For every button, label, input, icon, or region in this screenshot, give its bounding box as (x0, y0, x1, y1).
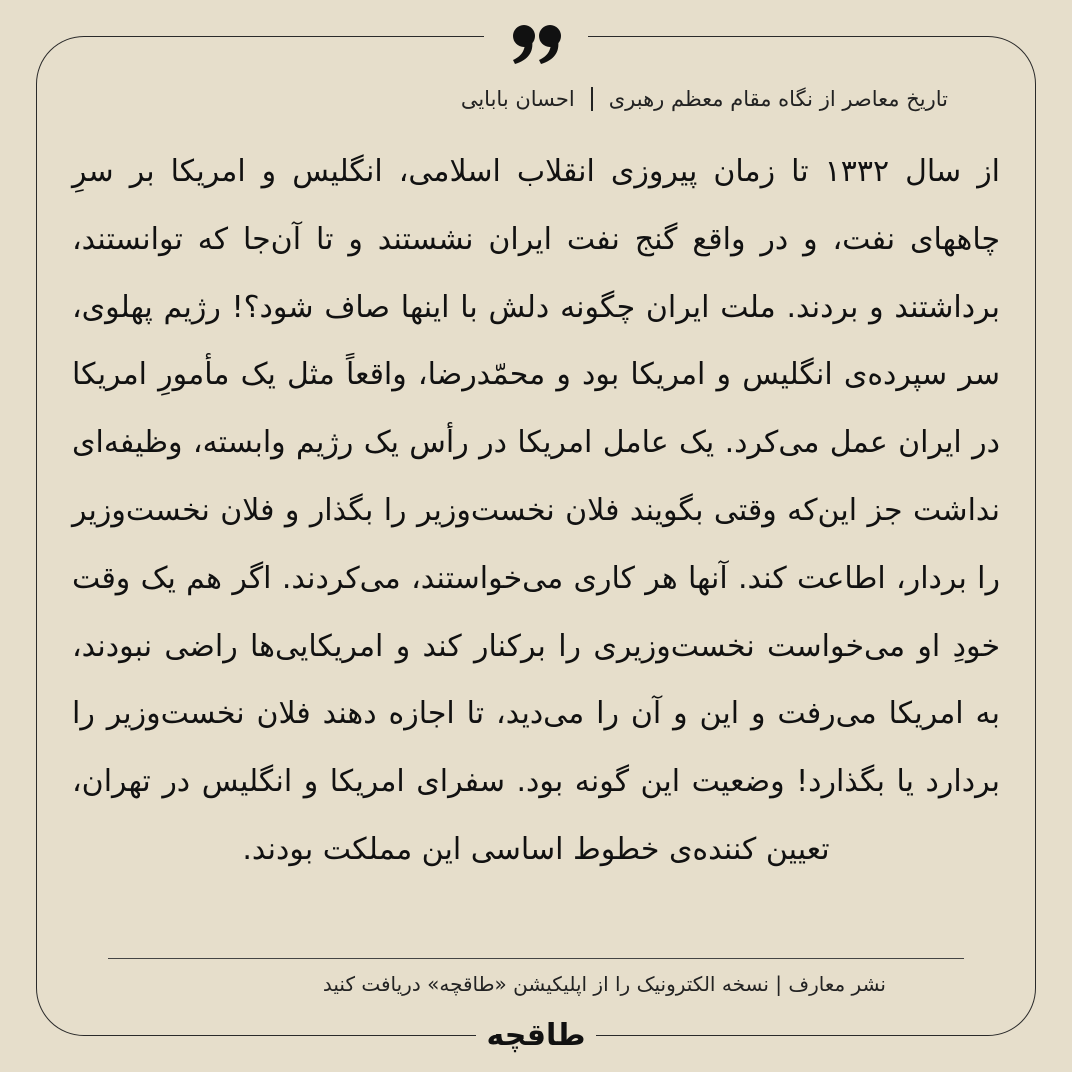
taaghche-logo-mark (478, 1017, 594, 1055)
header-line (461, 82, 948, 116)
logo-text: طاقچه (486, 1018, 586, 1053)
book-title: تاریخ معاصر از نگاه مقام معظم رهبری (608, 87, 948, 111)
quote-text: از سال ۱۳۳۲ تا زمان پیروزی انقلاب اسلامی، انگلیس و امریکا بر سرِ چاههای نفت، و در واقع گنج نفت ایران نشستند و تا آن‌جا که توانستند، برداشتند و بردند. ملت ایران چگونه دلش با اینها صاف شود؟! رژیم پهلوی، سر سپرده‌ی انگلیس و امریکا بود و محمّدرضا، واقعاً مثل یک مأمورِ امریکا در ایران عمل می‌کرد. یک عامل امریکا در رأس یک رژیم وابسته، وظیفه‌ای نداشت جز این‌که وقتی بگویند فلان نخست‌وزیر را بگذار و فلان نخست‌وزیر را بردار، اطاعت کند. آنها هر کاری می‌خواستند، می‌کردند. اگر هم یک وقت خودِ او می‌خواست نخست‌وزیری را برکنار کند و امریکایی‌ها راضی نبودند، به امریکا می‌رفت و این و آن را می‌دید، تا اجازه دهند فلان نخست‌وزیر را بردارد یا بگذارد! وضعیت این گونه بود. سفرای امریکا و انگلیس در تهران، تعیین کننده‌ی خطوط اساسی این مملکت بودند. (72, 154, 1001, 867)
footer-text: نشر معارف | نسخه الکترونیک را از اپلیکیشن «طاقچه» دریافت کنید (322, 972, 886, 996)
author-name: احسان بابایی (460, 87, 575, 111)
footer-divider (108, 958, 964, 959)
taaghche-logo (476, 1016, 596, 1056)
header-separator (591, 87, 593, 111)
quotation-mark-icon (508, 22, 564, 66)
